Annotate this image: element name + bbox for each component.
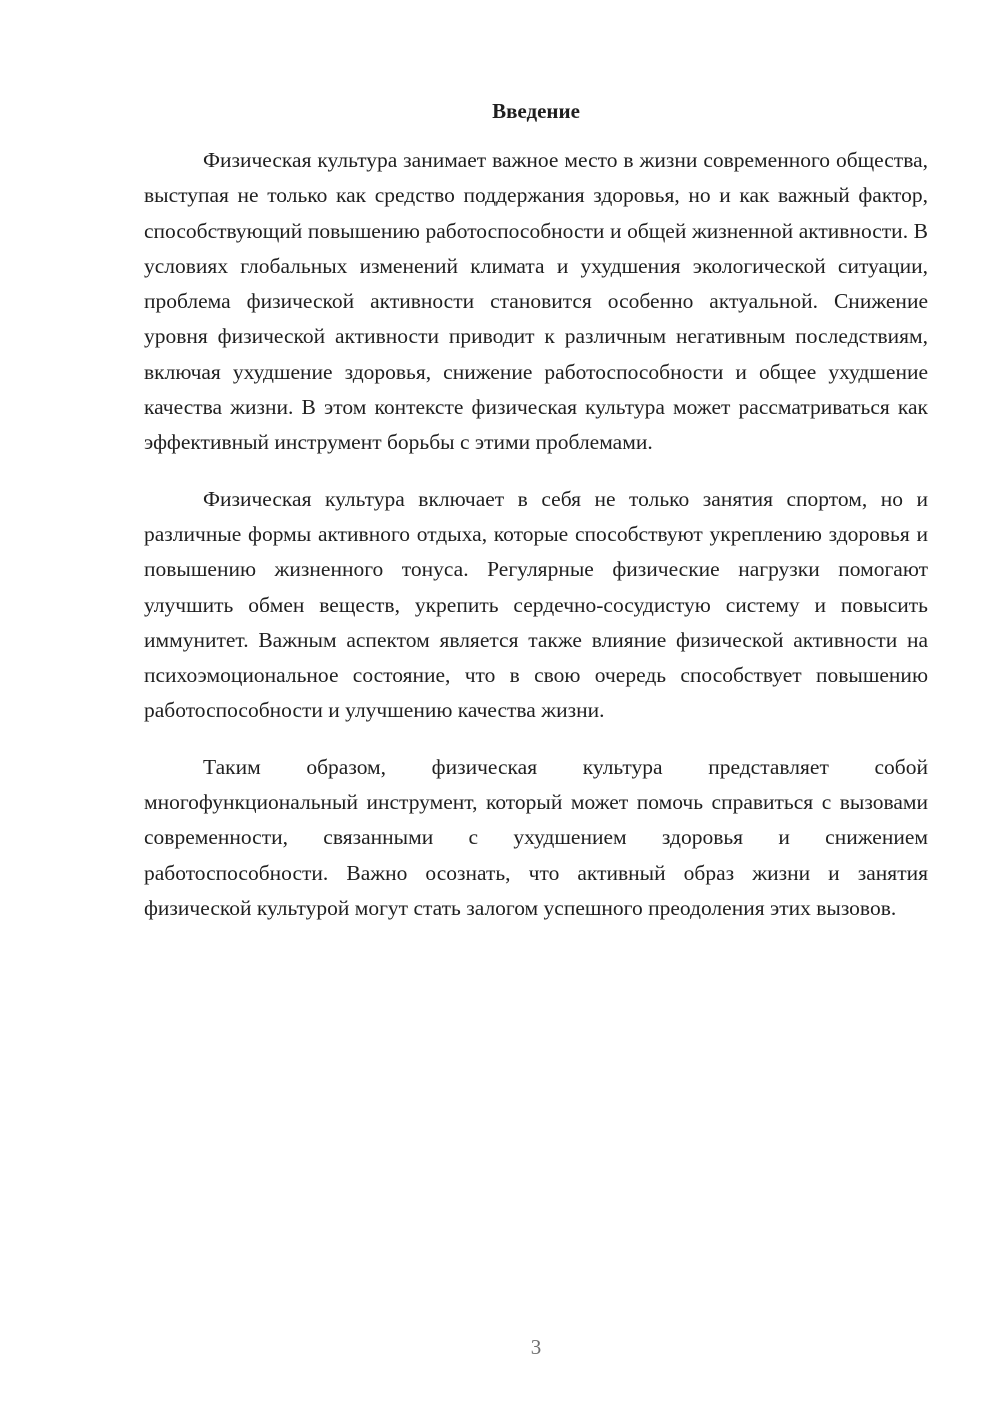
body-text [144,143,928,926]
paragraph-1: Физическая культура занимает важное место в жизни современного общества, выступая не только как средство поддержания здоровья, но и как важный фактор, способствующий повышению работоспособности и общей жизненной активности. В условиях глобальных изменений климата и ухудшения экологической ситуации, проблема физической активности становится особенно актуальной. Снижение уровня физической активности приводит к различным негативным последствиям, включая ухудшение здоровья, снижение работоспособности и общее ухудшение качества жизни. В этом контексте физическая культура может рассматриваться как эффективный инструмент борьбы с этими проблемами. [144,148,928,455]
page-number: 3 [530,1335,542,1359]
section-heading: Введение [492,99,580,123]
paragraph-3: Таким образом, физическая культура представляет собой многофункциональный инструмент, который может помочь справиться с вызовами современности, связанными с ухудшением здоровья и снижением работоспособности. Важно осознать, что активный образ жизни и занятия физической культурой могут стать залогом успешного преодоления этих вызовов. [144,754,928,920]
paragraph-2: Физическая культура включает в себя не только занятия спортом, но и различные формы активного отдыха, которые способствуют укреплению здоровья и повышению жизненного тонуса. Регулярные физические нагрузки помогают улучшить обмен веществ, укрепить сердечно-сосудистую систему и повысить иммунитет. Важным аспектом является также влияние физической активности на психоэмоциональное состояние, что в свою очередь способствует повышению работоспособности и улучшению качества жизни. [144,486,928,723]
